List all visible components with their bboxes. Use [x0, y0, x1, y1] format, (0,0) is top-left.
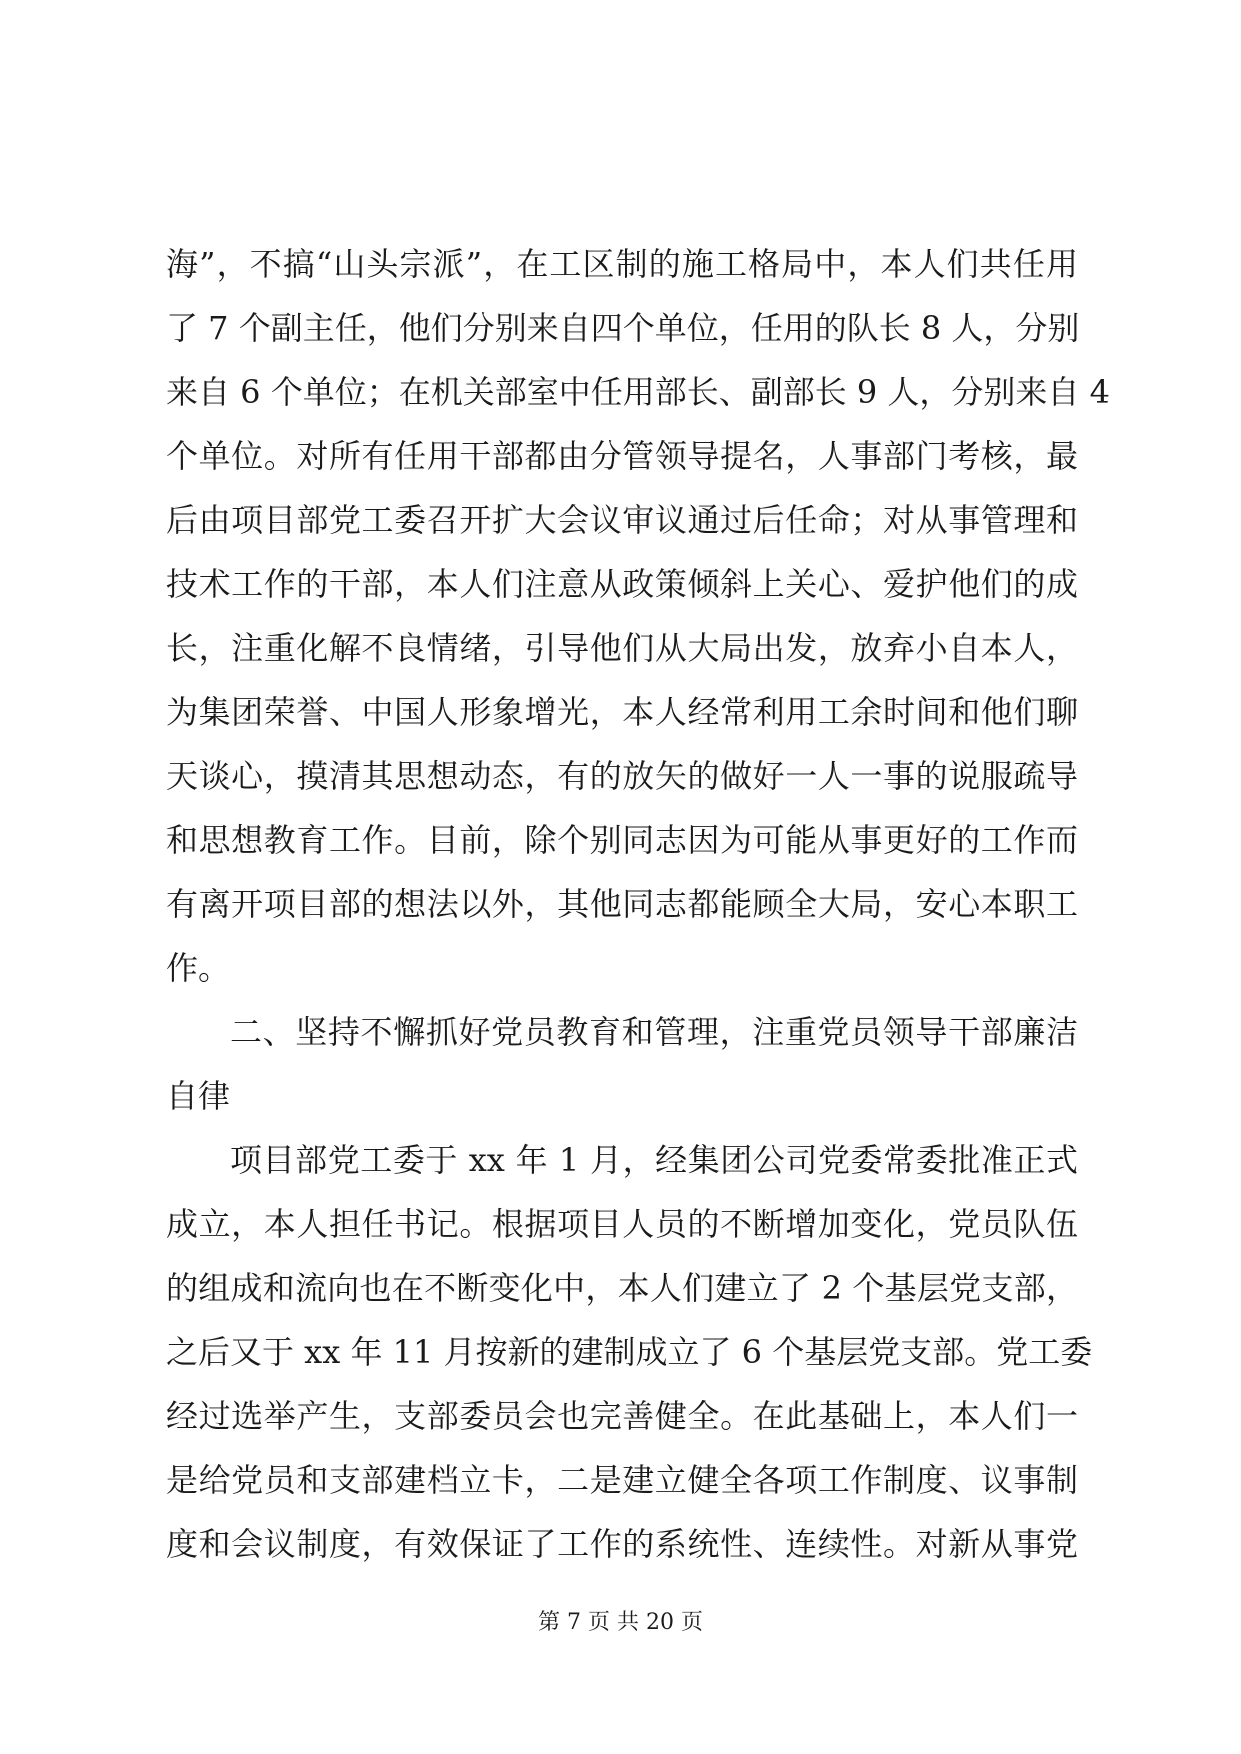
text-line: 和思想教育工作。目前，除个别同志因为可能从事更好的工作而	[166, 821, 1078, 859]
text-line: 度和会议制度，有效保证了工作的系统性、连续性。对新从事党	[166, 1525, 1078, 1563]
text-line: 有离开项目部的想法以外，其他同志都能顾全大局，安心本职工	[166, 885, 1078, 923]
text-line: 为集团荣誉、中国人形象增光，本人经常利用工余时间和他们聊	[166, 693, 1078, 731]
text-line: 天谈心，摸清其思想动态，有的放矢的做好一人一事的说服疏导	[166, 757, 1078, 795]
text-line: 个单位。对所有任用干部都由分管领导提名，人事部门考核，最	[166, 437, 1078, 475]
text-line: 作。	[166, 949, 231, 987]
text-line: 是给党员和支部建档立卡，二是建立健全各项工作制度、议事制	[166, 1461, 1078, 1499]
text-line: 经过选举产生，支部委员会也完善健全。在此基础上，本人们一	[166, 1397, 1078, 1435]
text-line: 成立，本人担任书记。根据项目人员的不断增加变化，党员队伍	[166, 1205, 1078, 1243]
text-line: 了 7 个副主任，他们分别来自四个单位，任用的队长 8 人，分别	[166, 309, 1080, 347]
text-line: 技术工作的干部，本人们注意从政策倾斜上关心、爱护他们的成	[166, 565, 1078, 603]
section-heading-line: 自律	[166, 1077, 231, 1115]
section-heading-line: 二、坚持不懈抓好党员教育和管理，注重党员领导干部廉洁	[230, 1013, 1078, 1051]
page-footer: 第 7 页 共 20 页	[538, 1610, 703, 1635]
body-text	[166, 232, 1110, 1576]
text-line: 海”，不搞“山头宗派”，在工区制的施工格局中，本人们共任用	[166, 245, 1078, 283]
text-line: 后由项目部党工委召开扩大会议审议通过后任命；对从事管理和	[166, 501, 1078, 539]
text-line: 项目部党工委于 xx 年 1 月，经集团公司党委常委批准正式	[230, 1141, 1078, 1179]
text-line: 来自 6 个单位；在机关部室中任用部长、副部长 9 人，分别来自 4	[166, 373, 1110, 411]
text-line: 之后又于 xx 年 11 月按新的建制成立了 6 个基层党支部。党工委	[166, 1333, 1093, 1371]
text-line: 的组成和流向也在不断变化中，本人们建立了 2 个基层党支部，	[166, 1269, 1078, 1307]
text-line: 长，注重化解不良情绪，引导他们从大局出发，放弃小自本人，	[166, 629, 1078, 667]
